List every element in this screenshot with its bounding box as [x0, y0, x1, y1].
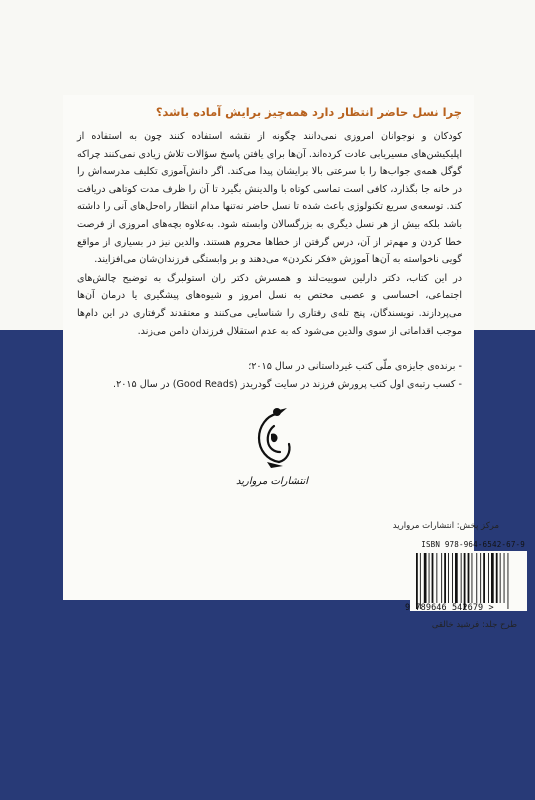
- awards-list: [77, 358, 462, 393]
- barcode-bar: [480, 553, 481, 603]
- award-item-2: - کسب رتبه‌ی اول کتب پرورش فرزند در سایت گودریدز (Good Reads) در سال ۲۰۱۵.: [113, 378, 462, 390]
- publisher-logo: [231, 404, 313, 487]
- barcode-bar: [424, 553, 427, 603]
- barcode-bar: [476, 553, 477, 603]
- barcode-bar: [441, 553, 442, 603]
- barcode-bar: [420, 553, 421, 609]
- isbn-text: ISBN 978-964-6542-67-9: [421, 540, 525, 549]
- barcode-bar: [464, 553, 466, 609]
- peacock-logo-icon: [249, 404, 295, 472]
- barcode-bar: [483, 553, 485, 603]
- barcode-bar: [504, 553, 505, 603]
- barcode-bar: [488, 553, 489, 603]
- barcode-bar: [461, 553, 462, 603]
- barcode-bar: [432, 553, 434, 603]
- barcode-bar: [452, 553, 453, 603]
- barcode-bar: [429, 553, 430, 603]
- barcode-bar: [444, 553, 446, 603]
- barcode: [410, 551, 527, 611]
- barcode-bar: [455, 553, 458, 603]
- cover-designer-credit: طرح جلد: فرشید خالقی: [431, 620, 517, 630]
- blurb-paragraph-1: کودکان و نوجوانان امروزی نمی‌دانند چگونه از نقشه استفاده کنند چون به استفاده از اپلیکیشن‌های مسیریابی عادت کرده‌اند. آن‌ها برای یافتن پاسخ سؤالات تلاش زیادی نمی‌کنند چراکه گوگل همه‌ی جواب‌ها را با سرعتی بالا برایشان پیدا می‌کند. اگر دانش‌آموزی تکلیف مدرسه‌اش را در خانه جا بگذارد، کافی است تماسی کوتاه با والدینش بگیرد تا آن را ظرف مدت کوتاهی دریافت کند. توسعه‌ی سریع تکنولوژی باعث شده تا نسل حاضر نه‌تنها مدام انتظار راه‌حل‌های آنی را داشته باشد بلکه بیش از هر نسل دیگری به بزرگسالان وابسته شود. به‌علاوه بچه‌های امروزی از فرصت خطا کردن و مهم‌تر از آن، درس گرفتن از خطاها محروم هستند. والدین نیز در بسیاری از مواقع گویی ناخواسته به آن‌ها آموزش «فکر نکردن» می‌دهند و بر وابستگی فرزندان‌شان می‌افزایند.: [77, 131, 462, 266]
- publisher-name: انتشارات مروارید: [235, 476, 309, 487]
- barcode-bar: [448, 553, 449, 603]
- blurb-paragraph-2: در این کتاب، دکتر دارلین سوییت‌لند و همسرش دکتر ران استولبرگ به توضیح چالش‌های اجتماعی، احساسی و عصبی مختص به نسل امروز و شیوه‌های پیشگیری یا درمان آن‌ها می‌پردازند. نویسندگان، پنج تله‌ی رفتاری را شناسایی می‌کنند و معتقدند گرفتاری در این دام‌ها موجب اقداماتی از سوی والدین می‌شود که به عدم استقلال فرزندان دامن می‌زند.: [77, 272, 462, 337]
- barcode-bar: [508, 553, 509, 609]
- blurb-heading: چرا نسل حاضر انتظار دارد همه‌چیز برایش آماده باشد؟: [155, 105, 462, 119]
- distributor-text: مرکز پخش: انتشارات مروارید: [392, 521, 499, 531]
- barcode-bar: [416, 553, 418, 609]
- barcode-bar: [468, 553, 470, 603]
- barcode-bar: [496, 553, 498, 603]
- barcode-bar: [472, 553, 473, 603]
- barcode-bar: [500, 553, 501, 603]
- barcode-bar: [436, 553, 437, 603]
- barcode-bar: [491, 553, 494, 603]
- award-item-1: - برنده‌ی جایزه‌ی ملّی کتب غیرداستانی در سال ۲۰۱۵؛: [248, 361, 462, 373]
- barcode-digits: 9 789646 542679 >: [405, 603, 494, 613]
